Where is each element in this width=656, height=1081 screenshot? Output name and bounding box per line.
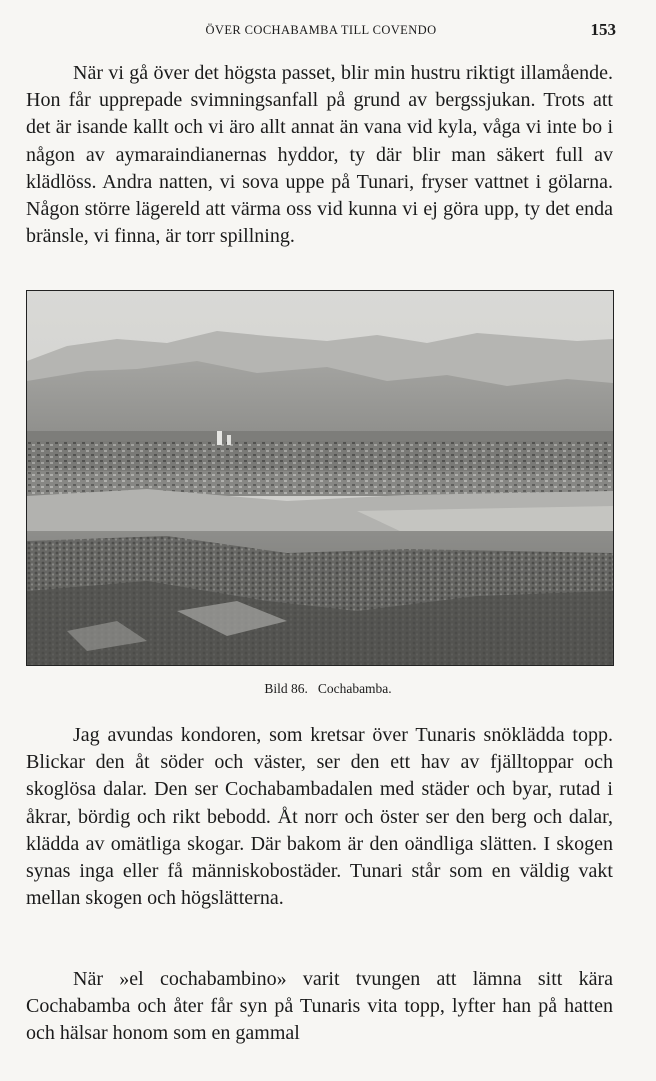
figure-caption [0,681,656,697]
running-head [26,20,616,44]
photo-illustration [27,291,613,665]
figure-number: Bild 86. [264,681,308,696]
page-number: 153 [590,20,616,39]
paragraph-2: Jag avundas kondoren, som kretsar över Tunaris snöklädda topp. Blickar den åt söder och väster, ser den ett hav av fjälltoppar och skoglösa dalar. Den ser Cochabambadalen med städer och byar, rutad i åkrar, bördig och rikt bebodd. Åt norr och öster ser den berg och dalar, klädda av omätliga skogar. Där bakom är den oändliga slätten. I skogen synas inga eller få människobostäder. Tunari står som en väldig vakt mellan skogen och högslätterna. [26,724,613,910]
paragraph-3: När »el cochabambino» varit tvungen att lämna sitt kära Cochabamba och åter får syn på Tunaris vita topp, lyfter han på hatten och hälsar honom som en gammal [26,968,613,1045]
running-title: ÖVER COCHABAMBA TILL COVENDO [205,23,437,37]
figure-caption-text: Cochabamba. [317,681,392,696]
photograph-cochabamba [26,290,614,666]
paragraph-1: När vi gå över det högsta passet, blir min hustru riktigt illamående. Hon får upprepade svimningsanfall på grund av bergssjukan. Trots att det är isande kallt och vi äro allt annat än vana vid kyla, våga vi inte bo i någon av aymaraindianernas hyddor, ty där blir man säkert full av klädlöss. Andra natten, vi sova uppe på Tunari, fryser vattnet i gölarna. Någon större lägereld att värma oss vid kunna vi ej göra upp, ty det enda bränsle, vi finna, är torr spillning. [26,62,613,248]
